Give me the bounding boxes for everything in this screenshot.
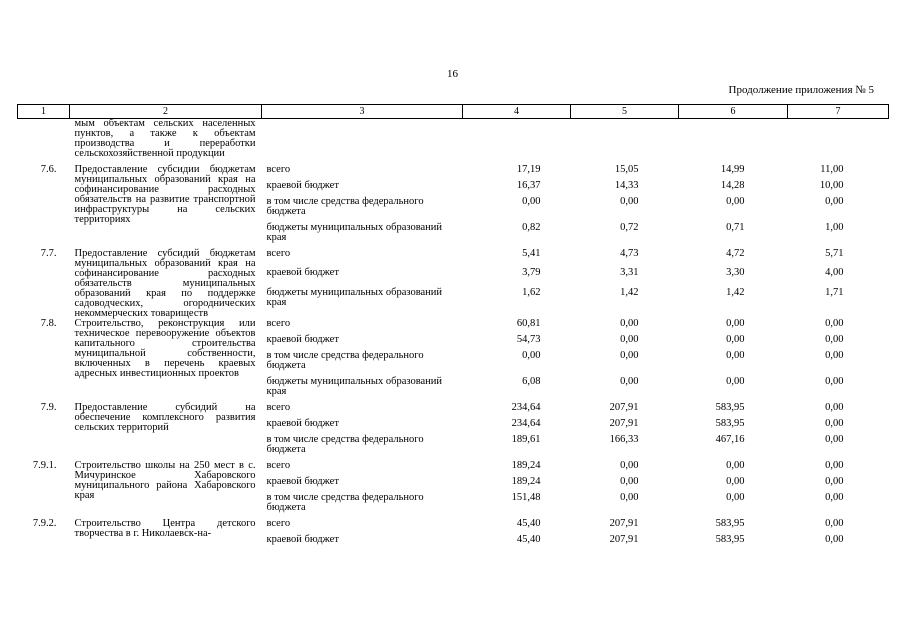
item-description: Строительство, реконструкция или техническое перевооружение объектов капитального строительства муниципальной собственности, включенных в перечень краевых адресных инвестиционных проектов xyxy=(74,318,256,379)
value-cell: 0,00 xyxy=(825,434,844,445)
funding-source: всего xyxy=(266,518,291,529)
funding-source: краевой бюджет xyxy=(266,534,339,545)
value-cell: 151,48 xyxy=(511,492,541,503)
value-cell: 1,71 xyxy=(825,286,844,298)
table-row xyxy=(18,519,889,535)
item-number: 7.6. xyxy=(40,164,57,175)
value-cell: 17,19 xyxy=(516,164,541,175)
value-cell: 0,00 xyxy=(726,476,745,487)
column-header: 2 xyxy=(70,105,262,119)
value-cell: 0,00 xyxy=(620,376,639,387)
funding-source: всего xyxy=(266,460,291,471)
value-cell: 207,91 xyxy=(609,518,639,529)
value-cell: 54,73 xyxy=(516,334,541,345)
value-cell: 0,00 xyxy=(726,334,745,345)
value-cell: 166,33 xyxy=(609,434,639,445)
value-cell: 5,41 xyxy=(522,248,541,259)
column-header: 1 xyxy=(18,105,70,119)
item-number: 7.9. xyxy=(40,402,57,413)
value-cell: 0,00 xyxy=(825,196,844,207)
value-cell: 60,81 xyxy=(516,318,541,329)
value-cell: 45,40 xyxy=(516,518,541,529)
value-cell: 0,00 xyxy=(825,460,844,471)
value-cell: 45,40 xyxy=(516,534,541,545)
value-cell: 467,16 xyxy=(715,434,745,445)
table-row xyxy=(18,461,889,477)
value-cell: 0,00 xyxy=(726,460,745,471)
funding-source: бюджеты муниципальных образований края xyxy=(266,286,443,308)
funding-source: всего xyxy=(266,318,291,329)
value-cell: 0,00 xyxy=(825,534,844,545)
value-cell: 14,33 xyxy=(614,180,639,191)
item-description: Предоставление субсидии бюджетам муниципальных образований края на софинансирование расходных обязательств на развитие транспортной инфраструктуры на сельских территориях xyxy=(74,164,256,225)
value-cell: 0,00 xyxy=(825,476,844,487)
funding-source: всего xyxy=(266,164,291,175)
funding-source: бюджеты муниципальных образований края xyxy=(266,222,443,243)
value-cell: 583,95 xyxy=(715,534,745,545)
table-header-row xyxy=(18,105,889,119)
value-cell: 0,00 xyxy=(620,318,639,329)
value-cell: 0,00 xyxy=(620,350,639,361)
value-cell: 583,95 xyxy=(715,518,745,529)
value-cell: 6,08 xyxy=(522,376,541,387)
table-row xyxy=(18,119,889,166)
value-cell: 0,00 xyxy=(825,350,844,361)
item-number: 7.8. xyxy=(40,318,57,329)
funding-source: всего xyxy=(266,248,291,259)
continuation-label: Продолжение приложения № 5 xyxy=(728,84,874,96)
funding-source: краевой бюджет xyxy=(266,418,339,429)
empty-cell xyxy=(463,119,571,166)
funding-source: в том числе средства федерального бюджета xyxy=(266,434,424,455)
funding-source: в том числе средства федерального бюджета xyxy=(266,196,424,217)
value-cell: 0,00 xyxy=(726,196,745,207)
value-cell: 0,00 xyxy=(825,376,844,387)
item-description: Строительство школы на 250 мест в с. Мичуринское Хабаровского муниципального района Хабаровского края xyxy=(74,460,256,501)
value-cell: 14,28 xyxy=(720,180,745,191)
value-cell: 0,71 xyxy=(726,222,745,233)
value-cell: 0,00 xyxy=(825,318,844,329)
table-row xyxy=(18,165,889,181)
value-cell: 234,64 xyxy=(511,418,541,429)
value-cell: 207,91 xyxy=(609,402,639,413)
value-cell: 0,00 xyxy=(825,518,844,529)
table-row xyxy=(18,249,889,268)
value-cell: 583,95 xyxy=(715,418,745,429)
value-cell: 11,00 xyxy=(820,164,844,175)
value-cell: 1,62 xyxy=(522,286,541,298)
funding-source: в том числе средства федерального бюджета xyxy=(266,492,424,513)
funding-source: краевой бюджет xyxy=(266,476,339,487)
value-cell: 4,73 xyxy=(620,248,639,259)
value-cell: 0,00 xyxy=(620,492,639,503)
value-cell: 0,00 xyxy=(726,376,745,387)
value-cell: 0,00 xyxy=(620,460,639,471)
value-cell: 3,31 xyxy=(620,267,639,279)
item-number: 7.9.2. xyxy=(32,518,57,529)
empty-cell xyxy=(571,119,679,166)
value-cell: 0,72 xyxy=(620,222,639,233)
value-cell: 207,91 xyxy=(609,418,639,429)
value-cell: 0,00 xyxy=(620,334,639,345)
value-cell: 5,71 xyxy=(825,248,844,259)
budget-table xyxy=(17,104,889,551)
item-number: 7.9.1. xyxy=(32,460,57,471)
value-cell: 1,42 xyxy=(726,286,745,298)
value-cell: 0,00 xyxy=(726,318,745,329)
table-row xyxy=(18,403,889,419)
value-cell: 583,95 xyxy=(715,402,745,413)
value-cell: 3,79 xyxy=(522,267,541,279)
value-cell: 0,00 xyxy=(825,418,844,429)
value-cell: 15,05 xyxy=(614,164,639,175)
item-description: Предоставление субсидий бюджетам муниципальных образований края на софинансирование расходных обязательств муниципальных образований края по поддержке садоводческих, огороднических некоммерческих товариществ xyxy=(74,248,256,319)
item-description: Строительство Центра детского творчества в г. Николаевск-на- xyxy=(74,518,256,539)
funding-source: бюджеты муниципальных образований края xyxy=(266,376,443,397)
value-cell: 0,00 xyxy=(522,196,541,207)
value-cell: 207,91 xyxy=(609,534,639,545)
value-cell: 189,24 xyxy=(511,476,541,487)
value-cell: 189,61 xyxy=(511,434,541,445)
page-number: 16 xyxy=(447,68,458,80)
value-cell: 0,00 xyxy=(522,350,541,361)
value-cell: 16,37 xyxy=(516,180,541,191)
value-cell: 189,24 xyxy=(511,460,541,471)
funding-source: всего xyxy=(266,402,291,413)
value-cell: 0,00 xyxy=(620,196,639,207)
funding-source: краевой бюджет xyxy=(266,180,339,191)
empty-cell xyxy=(262,119,463,166)
item-number: 7.7. xyxy=(40,248,57,259)
value-cell: 4,00 xyxy=(825,267,844,279)
item-description-continued: мым объектам сельских населенных пунктов, а также к объектам производства и переработки сельскохозяйственной продукции xyxy=(74,118,256,159)
funding-source: краевой бюджет xyxy=(266,334,339,345)
value-cell: 0,00 xyxy=(825,492,844,503)
column-header: 3 xyxy=(262,105,463,119)
value-cell: 1,00 xyxy=(825,222,844,233)
value-cell: 0,00 xyxy=(825,334,844,345)
value-cell: 0,00 xyxy=(620,476,639,487)
value-cell: 234,64 xyxy=(511,402,541,413)
value-cell: 0,82 xyxy=(522,222,541,233)
item-description: Предоставление субсидий на обеспечение комплексного развития сельских территорий xyxy=(74,402,256,433)
item-number-cell xyxy=(18,119,70,166)
value-cell: 0,00 xyxy=(726,350,745,361)
value-cell: 3,30 xyxy=(726,267,745,279)
value-cell: 0,00 xyxy=(726,492,745,503)
value-cell: 10,00 xyxy=(819,180,844,191)
value-cell: 4,72 xyxy=(726,248,745,259)
value-cell: 1,42 xyxy=(620,286,639,298)
value-cell: 0,00 xyxy=(825,402,844,413)
empty-cell xyxy=(679,119,788,166)
column-header: 5 xyxy=(571,105,679,119)
table-row xyxy=(18,319,889,335)
funding-source: краевой бюджет xyxy=(266,267,339,279)
column-header: 4 xyxy=(463,105,571,119)
empty-cell xyxy=(788,119,889,166)
funding-source: в том числе средства федерального бюджета xyxy=(266,350,424,371)
column-header: 7 xyxy=(788,105,889,119)
column-header: 6 xyxy=(679,105,788,119)
value-cell: 14,99 xyxy=(720,164,745,175)
